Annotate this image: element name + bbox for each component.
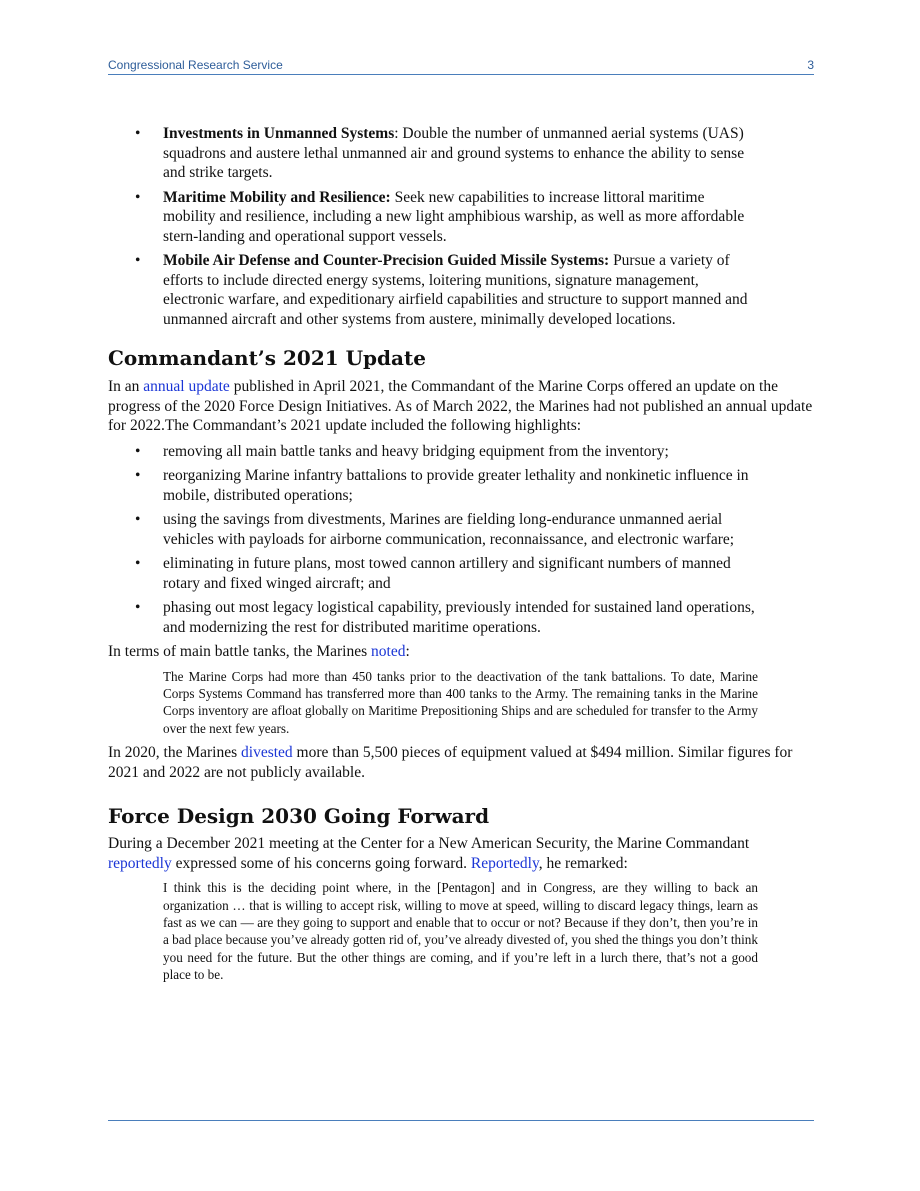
page-content [108,124,814,990]
list-item: • using the savings from divestments, Marines are fielding long-endurance unmanned aerial vehicles with payloads for airborne communication, reconnaissance, and electronic warfare; [135,511,735,548]
list-item [108,188,814,247]
initiatives-list [108,124,814,329]
item-title: Mobile Air Defense and Counter-Precision Guided Missile Systems: [163,252,610,269]
list-item: • removing all main battle tanks and heavy bridging equipment from the inventory; [135,442,669,460]
intro-paragraph: In an annual update published in April 2021, the Commandant of the Marine Corps offered an update on the progress of the 2020 Force Design Initiatives. As of March 2022, the Marines had not published an annual update for 2022.The Commandant’s 2021 update included the following highlights: [108,378,813,434]
item-text: Pursue a variety of efforts to include directed energy systems, loitering munitions, signature management, electronic warfare, and expeditionary airfield capabilities and structure to support manned and unmanned aircraft and other systems from austere, minimally developed locations. [163,252,748,328]
item-text: : Double the number of unmanned aerial systems (UAS) squadrons and austere lethal unmanned air and ground systems to enhance the ability to sense and strike targets. [163,125,745,181]
item-title: Investments in Unmanned Systems [163,125,395,142]
annual-update-link[interactable]: annual update [143,378,230,395]
bullet-icon: • [135,188,141,206]
commandant-paragraph: During a December 2021 meeting at the Center for a New American Security, the Marine Commandant reportedly expressed some of his concerns going forward. Reportedly, he remarked: [108,835,750,872]
reportedly-link-2[interactable]: Reportedly [470,854,539,872]
bullet-icon: • [135,125,141,142]
list-item [108,124,814,183]
bullet-icon: • [135,511,141,528]
list-item: • reorganizing Marine infantry battalions to provide greater lethality and nonkinetic influence in mobile, distributed operations; [135,467,749,504]
section-heading-going-forward: Force Design 2030 Going Forward [108,804,490,829]
commandant-quote: I think this is the deciding point where, in the [Pentagon] and in Congress, are they willing to back an organization … that is willing to accept risk, willing to move at speed, willing to discard legacy things, learn as fast as we can — are they going to support and enable that to occur or not? Because if they don’t, then you’re in a bad place because you’ve already gotten rid of, you’ve already divested of, you shed the things you don’t think you need for the future. But the other things are coming, and if you’re left in a lurch there, that’s not a good place to be. [163,880,758,983]
divested-link[interactable]: divested [241,744,293,762]
noted-link[interactable]: noted [371,643,406,660]
bullet-icon: • [135,442,141,460]
list-item [108,251,814,329]
page-number: 3 [807,58,814,72]
tanks-paragraph: In terms of main battle tanks, the Marines noted: [108,643,410,660]
bullet-icon: • [135,555,141,572]
highlights-list [108,442,814,638]
bullet-icon: • [135,467,141,484]
bullet-icon: • [135,252,141,269]
item-text: Seek new capabilities to increase littoral maritime mobility and resilience, including a new light amphibious warship, as well as more affordable stern-landing and operational support vessels. [163,188,745,245]
reportedly-link[interactable]: reportedly [108,854,172,872]
bullet-icon: • [135,599,141,616]
divestment-paragraph: In 2020, the Marines divested more than 5,500 pieces of equipment valued at $494 million. Similar figures for 2021 and 2022 are not publicly available. [108,744,793,781]
item-title: Maritime Mobility and Resilience: [163,188,391,206]
list-item: • eliminating in future plans, most towed cannon artillery and significant numbers of manned rotary and fixed winged aircraft; and [135,555,731,592]
footer-rule [108,1120,814,1121]
tanks-quote: The Marine Corps had more than 450 tanks prior to the deactivation of the tank battalions. To date, Marine Corps Systems Command has transferred more than 400 tanks to the Army. The remaining tanks in the Marine Corps inventory are afloat globally on Maritime Prepositioning Ships and are scheduled for transfer to the Army over the next few years. [163,668,758,736]
report-source: Congressional Research Service [108,58,283,72]
page-header [108,58,814,75]
list-item: • phasing out most legacy logistical capability, previously intended for sustained land operations, and modernizing the rest for distributed maritime operations. [135,599,755,636]
section-heading-commandant-update: Commandant’s 2021 Update [108,346,426,370]
